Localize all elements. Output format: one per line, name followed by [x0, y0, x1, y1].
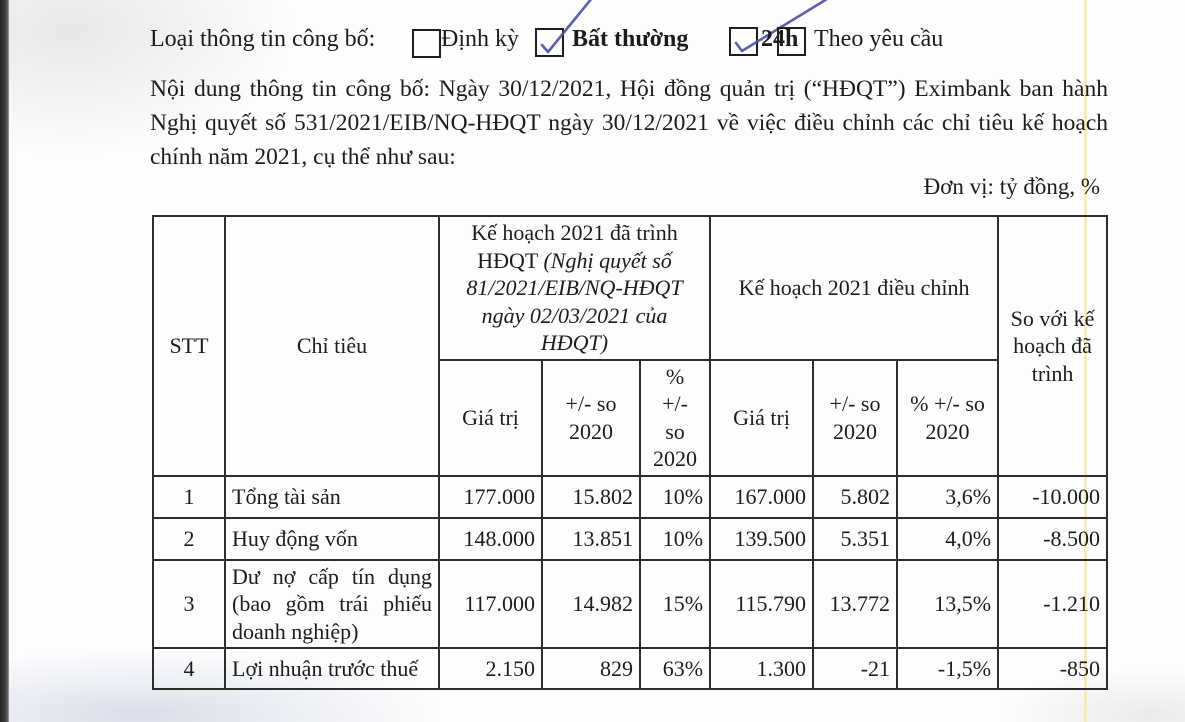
cell-g2-delta: 13.772: [813, 560, 897, 649]
cell-stt: 4: [153, 648, 225, 689]
table-row: [153, 476, 1107, 518]
cell-g1-pct: 15%: [640, 560, 710, 649]
cell-g2-pct: 3,6%: [897, 476, 998, 518]
subcol-g1-pct: % +/- so 2020: [640, 360, 710, 476]
disclosure-content-paragraph: Nội dung thông tin công bố: Ngày 30/12/2021, Hội đồng quản trị (“HĐQT”) Eximbank ban hành Nghị quyết số 531/2021/EIB/NQ-HĐQT ngày 30/12/2021 về việc điều chỉnh các chỉ tiêu kế hoạch chính năm 2021, cụ thể như sau:: [150, 76, 1108, 170]
cell-g1-delta: 14.982: [542, 560, 640, 649]
cell-g2-value: 167.000: [710, 476, 813, 518]
disclosure-type-line: [0, 20, 1185, 64]
cell-chi-tieu: Dư nợ cấp tín dụng (bao gồm trái phiếu doanh nghiệp): [225, 560, 439, 649]
cell-g1-delta: 13.851: [542, 518, 640, 560]
checkbox-label: 24h: [761, 26, 799, 52]
checkbox-label: Định kỳ: [441, 26, 519, 52]
checkbox-icon: [729, 27, 758, 56]
subcol-g1-value: Giá trị: [439, 360, 542, 476]
cell-vs-plan: -1.210: [998, 560, 1107, 649]
cell-g2-delta: -21: [813, 648, 897, 689]
cell-g1-value: 2.150: [439, 648, 542, 689]
cell-g1-pct: 63%: [640, 648, 710, 689]
cell-g2-delta: 5.802: [813, 476, 897, 518]
cell-g1-delta: 15.802: [542, 476, 640, 518]
group1-title: Kế hoạch 2021 đã trình HĐQT: [471, 220, 678, 273]
col-header-chi-tieu: Chỉ tiêu: [225, 216, 439, 476]
cell-g1-pct: 10%: [640, 476, 710, 518]
cell-stt: 3: [153, 560, 225, 649]
subcol-g2-delta: +/- so 2020: [813, 360, 897, 476]
cell-stt: 2: [153, 518, 225, 560]
cell-vs-plan: -850: [998, 648, 1107, 689]
checkbox-icon: [777, 27, 806, 56]
cell-vs-plan: -8.500: [998, 518, 1107, 560]
cell-g2-pct: 13,5%: [897, 560, 998, 649]
cell-chi-tieu: Huy động vốn: [225, 518, 439, 560]
subcol-g1-delta: +/- so 2020: [542, 360, 640, 476]
subcol-g2-value: Giá trị: [710, 360, 813, 476]
checkbox-icon: [412, 29, 441, 58]
disclosure-type-label: Loại thông tin công bố:: [150, 26, 376, 52]
cell-vs-plan: -10.000: [998, 476, 1107, 518]
cell-g2-value: 139.500: [710, 518, 813, 560]
table-row: [153, 518, 1107, 560]
cell-g1-value: 177.000: [439, 476, 542, 518]
cell-g2-value: 1.300: [710, 648, 813, 689]
table-row: [153, 648, 1107, 689]
unit-note: Đơn vị: tỷ đồng, %: [923, 174, 1100, 199]
cell-g1-pct: 10%: [640, 518, 710, 560]
cell-chi-tieu: Lợi nhuận trước thuế: [225, 648, 439, 689]
table-header-row-groups: [153, 216, 1107, 360]
col-header-vs-plan: So với kế hoạch đã trình: [998, 216, 1107, 476]
table-row: [153, 560, 1107, 649]
plan-adjustment-table: [152, 215, 1108, 690]
cell-g2-pct: 4,0%: [897, 518, 998, 560]
cell-chi-tieu: Tổng tài sản: [225, 476, 439, 518]
checkbox-label: Theo yêu cầu: [814, 26, 944, 52]
col-header-stt: STT: [153, 216, 225, 476]
cell-g2-value: 115.790: [710, 560, 813, 649]
subcol-g2-pct: % +/- so 2020: [897, 360, 998, 476]
cell-g2-delta: 5.351: [813, 518, 897, 560]
scan-edge-shadow: [0, 0, 9, 722]
col-group-plan-submitted: [439, 216, 710, 360]
cell-stt: 1: [153, 476, 225, 518]
cell-g2-pct: -1,5%: [897, 648, 998, 689]
cell-g1-delta: 829: [542, 648, 640, 689]
cell-g1-value: 148.000: [439, 518, 542, 560]
checkbox-icon: [535, 28, 564, 57]
checkbox-label: Bất thường: [572, 26, 689, 52]
group1-resolution-note: (Nghị quyết số 81/2021/EIB/NQ-HĐQT ngày 02/03/2021 của HĐQT): [466, 247, 683, 355]
pen-tick-icon: [731, 29, 756, 54]
cell-g1-value: 117.000: [439, 560, 542, 649]
col-group-plan-adjusted: Kế hoạch 2021 điều chỉnh: [710, 216, 998, 360]
pen-tick-icon: [537, 30, 562, 55]
